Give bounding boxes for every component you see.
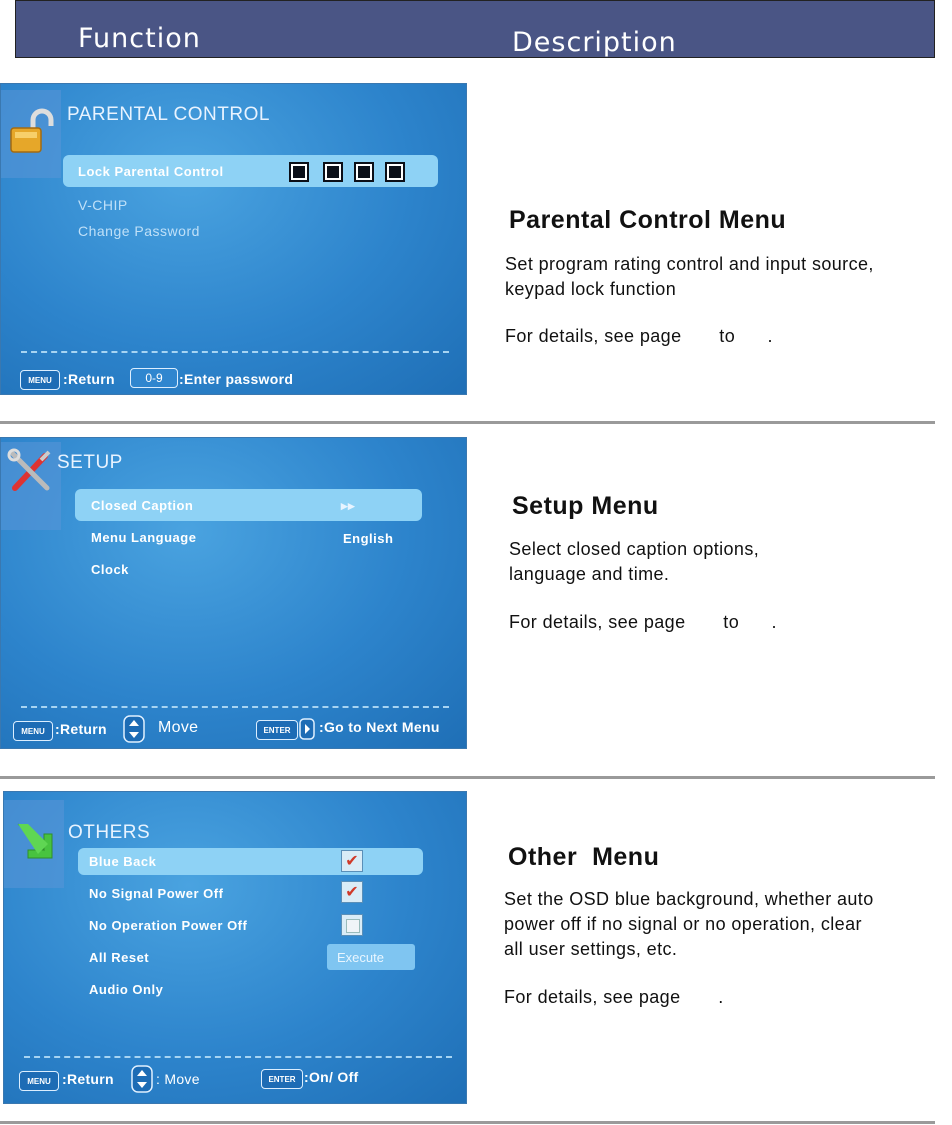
no-operation-checkbox[interactable] <box>341 914 363 936</box>
closed-caption-arrow-icon: ▸▸ <box>341 498 356 513</box>
section-separator <box>0 776 935 779</box>
parental-control-panel <box>0 83 467 395</box>
next-menu-hint: :Go to Next Menu <box>319 719 440 735</box>
menu-item-menu-language[interactable]: Menu Language <box>91 530 197 545</box>
parental-desc-title: Parental Control Menu <box>509 206 787 234</box>
section-separator <box>0 1121 935 1124</box>
others-desc-text: Set the OSD blue background, whether auto power off if no signal or no operation, clear all user settings, etc. <box>504 889 874 959</box>
return-hint: :Return <box>63 371 115 387</box>
password-digit-box[interactable] <box>323 162 343 182</box>
menu-item-v-chip[interactable]: V-CHIP <box>78 197 128 213</box>
return-hint: :Return <box>62 1071 114 1087</box>
divider <box>24 1056 452 1058</box>
setup-desc-text: Select closed caption options, language and time. <box>509 539 760 584</box>
setup-desc-title: Setup Menu <box>512 492 659 520</box>
menu-item-audio-only[interactable]: Audio Only <box>89 982 164 997</box>
others-desc-title: Other Menu <box>508 843 660 871</box>
blue-back-checkbox[interactable]: ✔ <box>341 850 363 872</box>
on-off-hint: :On/ Off <box>304 1069 359 1085</box>
menu-language-value: English <box>343 531 394 546</box>
panel-title: SETUP <box>57 452 123 473</box>
others-details: For details, see page . <box>504 987 724 1007</box>
header-bar <box>15 0 935 58</box>
menu-key-icon: MENU <box>13 721 53 741</box>
menu-item-no-operation-power-off[interactable]: No Operation Power Off <box>89 918 248 933</box>
parental-details: For details, see page to . <box>505 326 773 346</box>
function-heading: Function <box>78 23 201 54</box>
password-digit-box[interactable] <box>289 162 309 182</box>
no-signal-checkbox[interactable]: ✔ <box>341 881 363 903</box>
setup-details: For details, see page to . <box>509 612 777 632</box>
menu-key-icon: MENU <box>19 1071 59 1091</box>
divider <box>21 351 449 353</box>
menu-item-no-signal-power-off[interactable]: No Signal Power Off <box>89 886 224 901</box>
enter-key-icon: ENTER <box>256 720 298 740</box>
menu-item-lock-parental-control[interactable]: Lock Parental Control <box>78 164 224 179</box>
parental-desc-text: Set program rating control and input source, keypad lock function <box>505 254 874 299</box>
password-digit-box[interactable] <box>385 162 405 182</box>
menu-item-clock[interactable]: Clock <box>91 562 129 577</box>
digits-key-icon: 0-9 <box>130 368 178 388</box>
panel-title: OTHERS <box>68 822 151 843</box>
up-down-icon <box>123 715 145 743</box>
move-hint: : Move <box>156 1071 200 1087</box>
menu-item-change-password[interactable]: Change Password <box>78 223 200 239</box>
setup-panel <box>0 437 467 749</box>
up-down-icon <box>131 1065 153 1093</box>
section-separator <box>0 421 935 424</box>
description-heading: Description <box>512 27 677 58</box>
password-digit-box[interactable] <box>354 162 374 182</box>
menu-item-blue-back[interactable]: Blue Back <box>89 854 157 869</box>
menu-item-closed-caption[interactable]: Closed Caption <box>91 498 194 513</box>
enter-password-hint: :Enter password <box>179 371 294 387</box>
return-hint: :Return <box>55 721 107 737</box>
arrow-icon <box>14 820 56 862</box>
move-hint: Move <box>158 719 199 736</box>
right-arrow-icon <box>299 718 315 740</box>
padlock-icon <box>9 108 55 154</box>
menu-item-all-reset[interactable]: All Reset <box>89 950 150 965</box>
menu-key-icon: MENU <box>20 370 60 390</box>
enter-key-icon: ENTER <box>261 1069 303 1089</box>
panel-title: PARENTAL CONTROL <box>67 104 270 125</box>
tools-icon <box>7 448 53 494</box>
divider <box>21 706 449 708</box>
execute-button[interactable]: Execute <box>327 944 415 970</box>
